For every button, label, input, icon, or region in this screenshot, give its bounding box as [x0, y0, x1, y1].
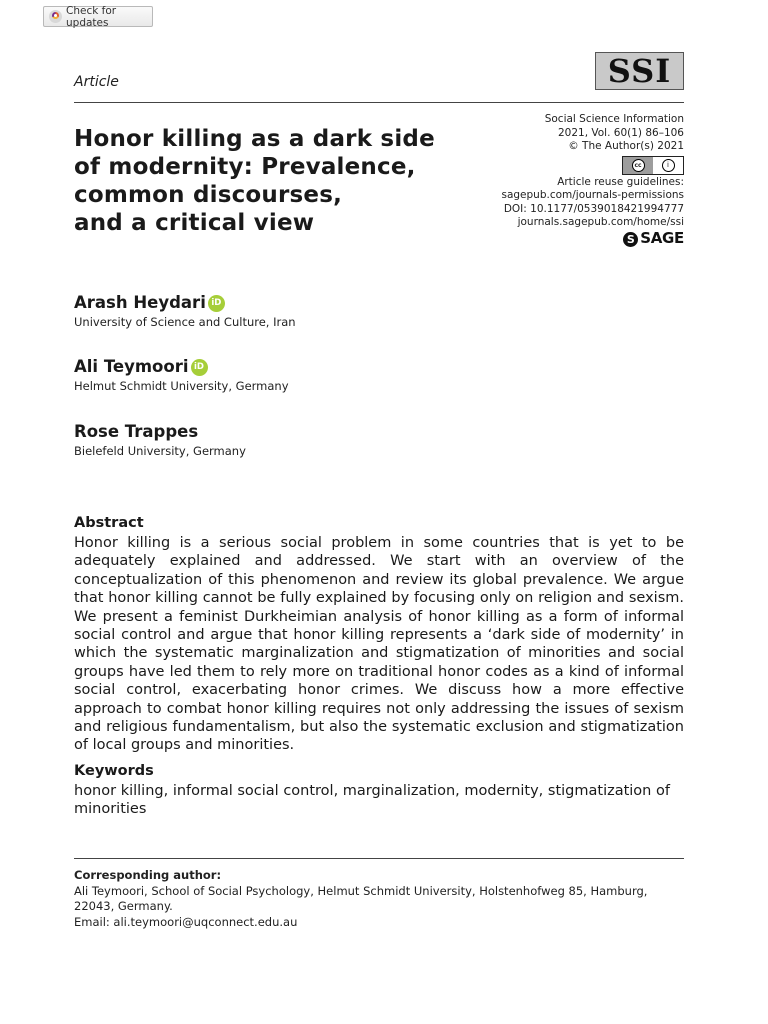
footer-divider [74, 858, 684, 859]
title-line: common discourses, [74, 182, 343, 208]
abstract-text: Honor killing is a serious social problem in some countries that is yet to be adequately explained and addressed. We start with an overview of the conceptualization of this phenomenon and review its global prevalence. We argue that honor killing cannot be fully explained by focusing only on religion and sexism. We present a feminist Durkheimian analysis of honor killing as a form of informal social control and argue that honor killing represents a ‘dark side of modernity’ in which the systematic marginalization and stigmatization of minorities and social groups have led them to rely more on traditional honor codes as a kind of informal social control, exacerbating honor crimes. We discuss how a more effective approach to combat honor killing requires not only addressing the issues of sexism and religious fundamentalism, but also the systematic exclusion and stigmatization of local groups and minorities. [74, 535, 684, 754]
orcid-icon[interactable]: iD [191, 359, 208, 376]
keywords-text: honor killing, informal social control, marginalization, modernity, stigmatization of minorities [74, 783, 670, 818]
check-for-updates-label: Check for updates [66, 4, 117, 29]
title-line: and a critical view [74, 210, 315, 236]
keywords-heading: Keywords [74, 763, 154, 779]
corresponding-address: Ali Teymoori, School of Social Psychology, Helmut Schmidt University, Holstenhofweg 85, Hamburg, 22043, Germany. [74, 883, 648, 913]
title-line: of modernity: Prevalence, [74, 154, 416, 180]
check-for-updates-button[interactable] [43, 6, 153, 27]
reuse-link[interactable]: sagepub.com/journals-permissions [501, 189, 684, 201]
corresponding-heading: Corresponding author: [74, 868, 222, 882]
journal-logo: SSI [595, 52, 684, 90]
article-type-label: Article [74, 74, 119, 90]
article-title [74, 125, 474, 237]
cc-by-icon: cc i [622, 156, 684, 175]
author-affiliation: Bielefeld University, Germany [74, 444, 246, 458]
sage-mark-icon: S [623, 232, 638, 247]
crossmark-icon [49, 10, 62, 23]
journal-link[interactable]: journals.sagepub.com/home/ssi [517, 216, 684, 228]
journal-name: Social Science Information [544, 113, 684, 125]
copyright: © The Author(s) 2021 [568, 140, 684, 152]
author-name: Ali Teymoori [74, 357, 189, 376]
publisher-logo: S SAGE [623, 232, 684, 247]
author-block [74, 422, 246, 459]
author-affiliation: Helmut Schmidt University, Germany [74, 379, 289, 393]
author-block [74, 357, 289, 394]
author-affiliation: University of Science and Culture, Iran [74, 315, 296, 329]
author-block [74, 293, 296, 330]
corresponding-author [74, 868, 689, 930]
volume-info: 2021, Vol. 60(1) 86–106 [557, 126, 684, 139]
reuse-label: Article reuse guidelines: [557, 175, 684, 188]
corresponding-email[interactable]: Email: ali.teymoori@uqconnect.edu.au [74, 914, 298, 929]
author-name: Rose Trappes [74, 422, 199, 441]
title-line: Honor killing as a dark side [74, 126, 435, 152]
author-name: Arash Heydari [74, 293, 206, 312]
header-divider [74, 102, 684, 103]
abstract-heading: Abstract [74, 515, 144, 531]
orcid-icon[interactable]: iD [208, 295, 225, 312]
doi-link[interactable]: DOI: 10.1177/0539018421994777 [503, 202, 684, 215]
journal-meta [424, 113, 684, 247]
